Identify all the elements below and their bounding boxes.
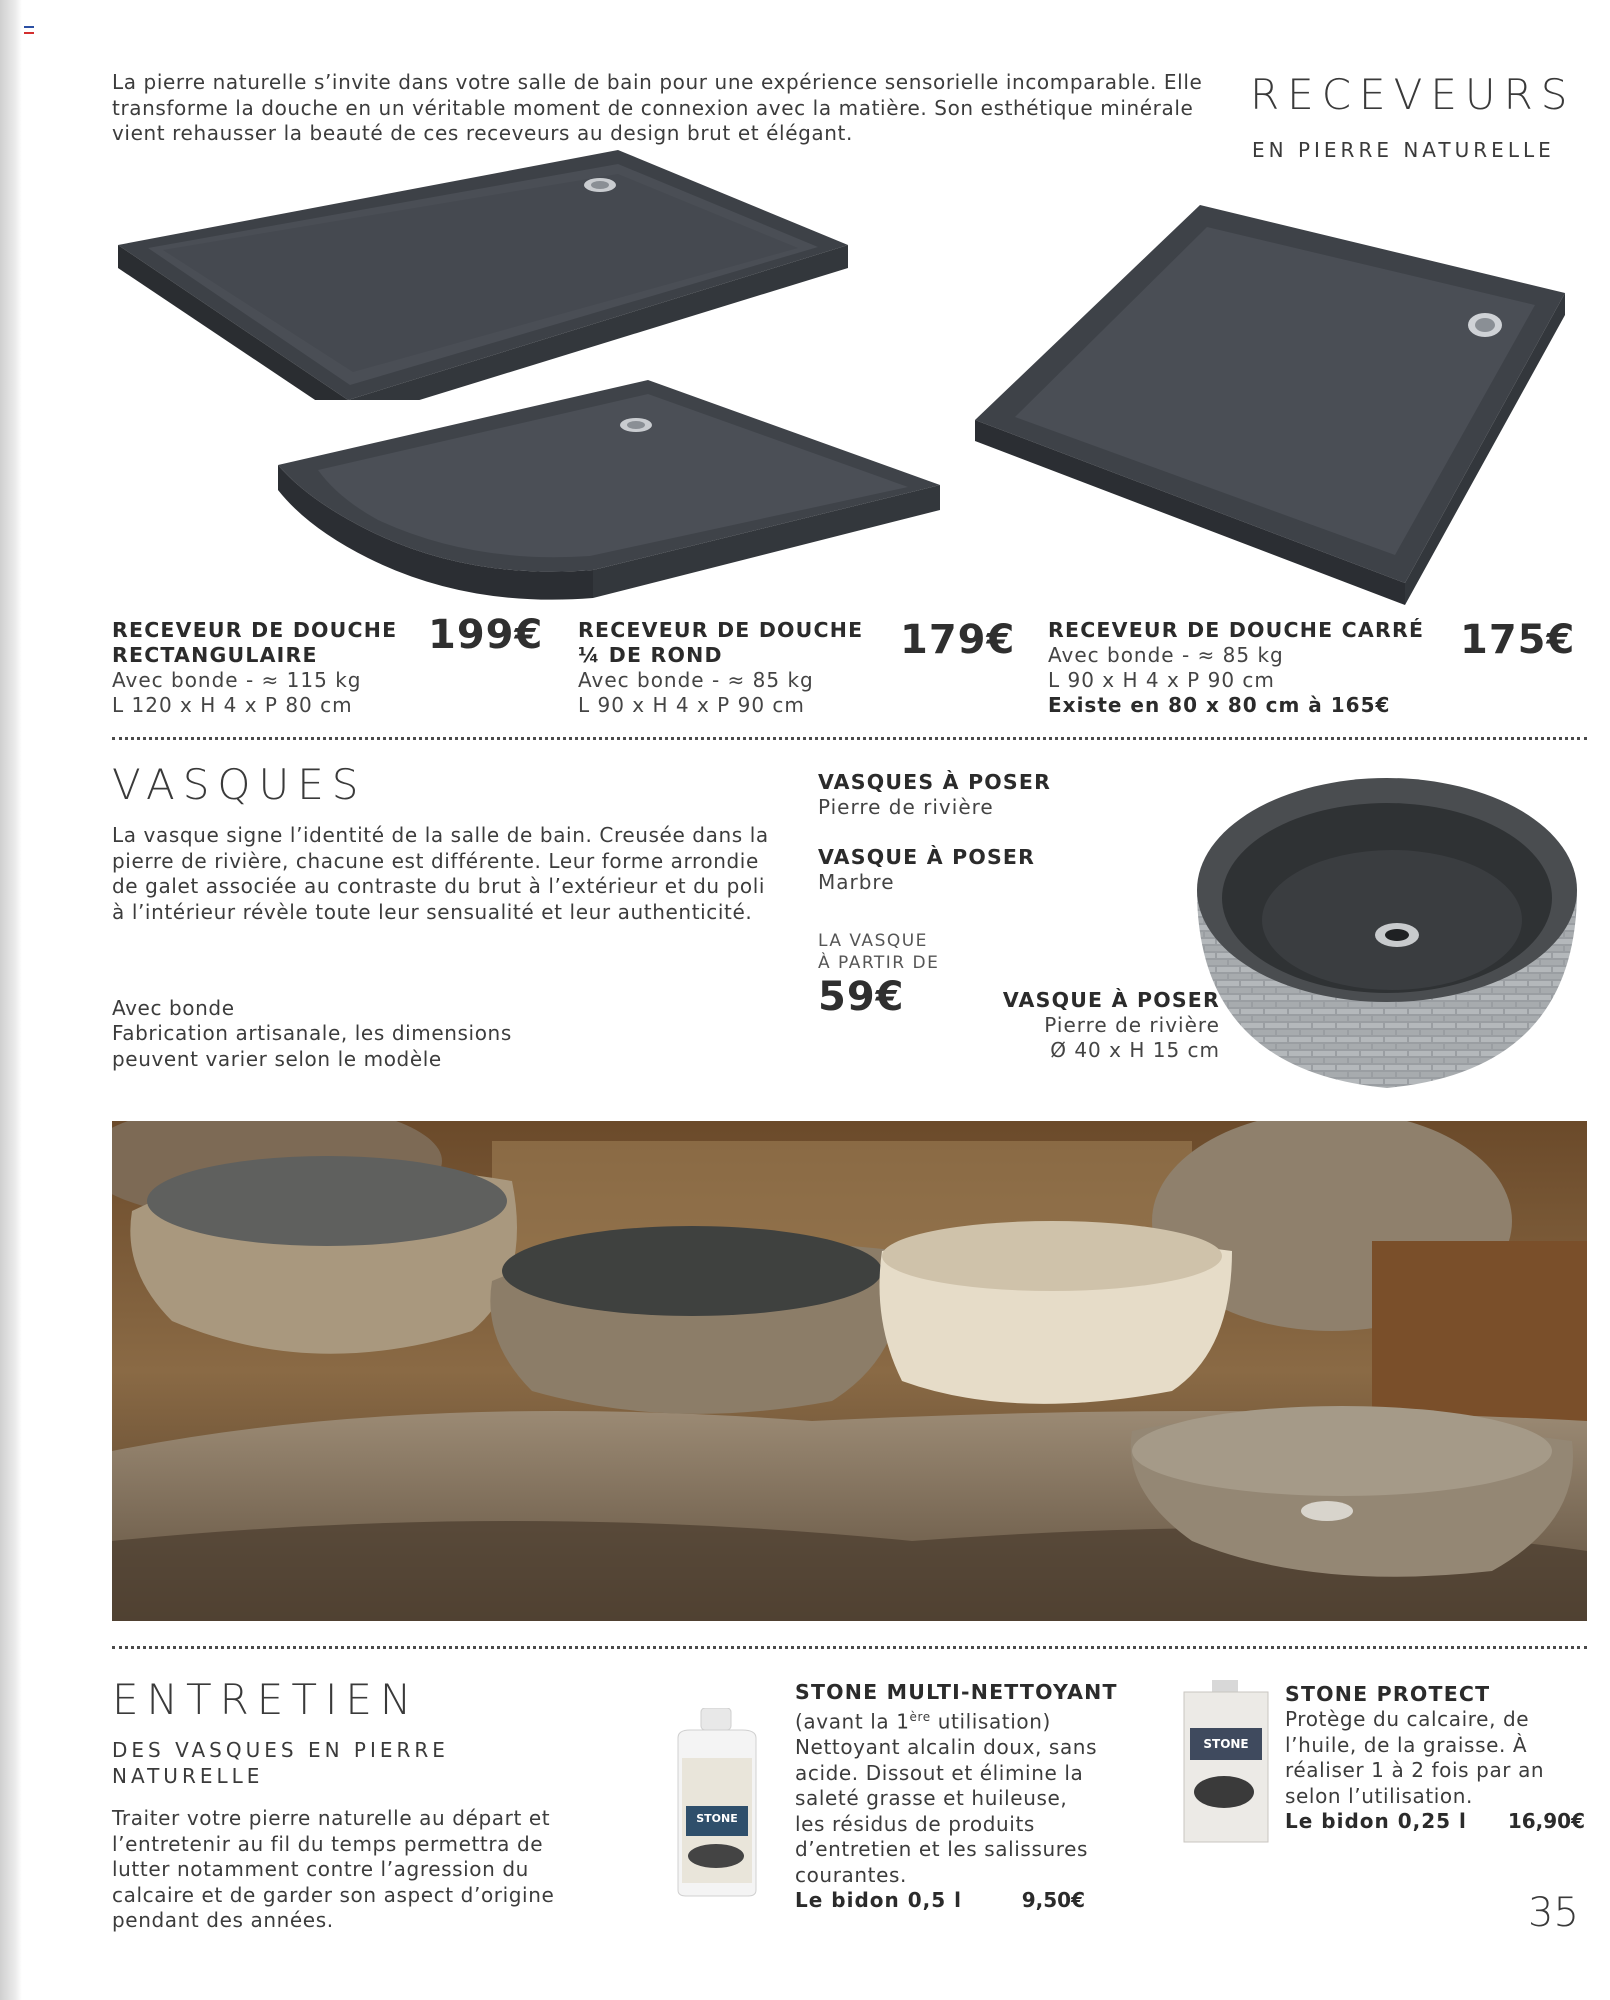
product-name: STONE MULTI-NETTOYANT (795, 1680, 1118, 1704)
vasques-note-artisanal: Fabrication artisanale, les dimensions peuvent varier selon le modèle (112, 1021, 512, 1071)
entretien-text: Traiter votre pierre naturelle au départ et l’entretenir au fil du temps permettra de lutter notamment contre l’agression du calcaire et de garder son aspect d’origine pendant des années. (112, 1806, 555, 1932)
quarter-round-shower-tray-image (278, 380, 943, 605)
vasque-item-marble (818, 845, 1035, 895)
product-price: 179€ (900, 617, 1016, 663)
stone-protect-can-image (1180, 1680, 1272, 1845)
product-price: 175€ (1460, 617, 1576, 663)
item-material: Pierre de rivière (818, 795, 994, 819)
product-dimensions: L 90 x H 4 x P 90 cm (578, 693, 805, 717)
vasques-note-bonde: Avec bonde (112, 996, 235, 1020)
section-divider (112, 1646, 1587, 1649)
product-description: Nettoyant alcalin doux, sans acide. Dissout et élimine la saleté grasse et huileuse, les résidus de produits d’entretien et les salissures courantes. (795, 1735, 1098, 1887)
usage-prefix: (avant la 1 (795, 1709, 910, 1734)
product-quarter-round (578, 618, 878, 718)
product-weight: Avec bonde - ≈ 85 kg (1048, 643, 1284, 667)
bottle-label-text: STONE (696, 1812, 738, 1825)
product-usage (795, 1705, 1125, 1735)
entretien-subtitle: DES VASQUES EN PIERRE NATURELLE (112, 1738, 449, 1788)
stone-multi-nettoyant-bottle-image (668, 1708, 768, 1898)
can-label-text: STONE (1203, 1737, 1249, 1751)
item-name: VASQUE À POSER (1002, 988, 1220, 1012)
item-name: VASQUE À POSER (818, 845, 1036, 869)
product-price-row (795, 1888, 1085, 1914)
page-number: 35 (1528, 1890, 1579, 1936)
square-shower-tray-image (975, 205, 1570, 605)
receveurs-title: RECEVEURS (1250, 70, 1576, 119)
product-variant: Existe en 80 x 80 cm à 165€ (1048, 693, 1391, 717)
intro-text: La pierre naturelle s’invite dans votre salle de bain pour une expérience sensorielle incomparable. Elle transforme la douche en un véritable moment de connexion avec la matière. Son esthétique minérale vient rehausser la beauté de ces receveurs au design brut et élégant. (112, 70, 1203, 145)
page-edge-shadow (0, 0, 22, 2000)
vasques-text: La vasque signe l’identité de la salle de bain. Creusée dans la pierre de rivière, chacune est différente. Leur forme arrondie de galet associée au contraste du brut à l’extérieur et du poli à l’intérieur révèle toute leur sensualité et leur authenticité. (112, 823, 769, 924)
item-dimensions: Ø 40 x H 15 cm (1050, 1038, 1220, 1062)
product-name: RECEVEUR DE DOUCHE RECTANGULAIRE (112, 618, 398, 667)
product-dimensions: L 90 x H 4 x P 90 cm (1048, 668, 1275, 692)
product-weight: Avec bonde - ≈ 115 kg (112, 668, 362, 692)
item-material: Marbre (818, 870, 895, 894)
product-price: 9,50€ (1021, 1888, 1085, 1913)
vasque-item-river-stone (818, 770, 1051, 820)
product-stone-protect (1285, 1682, 1590, 1835)
product-price: 199€ (428, 612, 544, 658)
product-name: STONE PROTECT (1285, 1682, 1491, 1706)
flag-icon (24, 26, 34, 34)
product-name: RECEVEUR DE DOUCHE CARRÉ (1048, 618, 1425, 642)
usage-superscript: ère (909, 1710, 931, 1724)
from-label-line2: À PARTIR DE (818, 953, 940, 973)
vasque-price-block (818, 930, 939, 1020)
vasques-title: VASQUES (112, 760, 367, 809)
product-price-row (1285, 1809, 1585, 1835)
river-stone-basins-photo (112, 1121, 1587, 1621)
product-dimensions: L 120 x H 4 x P 80 cm (112, 693, 353, 717)
stone-basin-image (1192, 770, 1582, 1095)
item-material: Pierre de rivière (1044, 1013, 1220, 1037)
item-name: VASQUES À POSER (818, 770, 1052, 794)
from-label-line1: LA VASQUE (818, 931, 928, 951)
product-multi-nettoyant (795, 1680, 1125, 1914)
product-name: RECEVEUR DE DOUCHE ¼ DE ROND (578, 618, 864, 667)
product-size: Le bidon 0,25 l (1285, 1809, 1467, 1833)
product-square (1048, 618, 1448, 718)
vasque-item-featured (960, 988, 1220, 1063)
rectangular-shower-tray-image (118, 150, 853, 400)
product-description: Protège du calcaire, de l’huile, de la graisse. À réaliser 1 à 2 fois par an selon l’utilisation. (1285, 1707, 1545, 1808)
product-weight: Avec bonde - ≈ 85 kg (578, 668, 814, 692)
usage-suffix: utilisation) (930, 1709, 1051, 1734)
entretien-title: ENTRETIEN (112, 1675, 420, 1724)
product-size: Le bidon 0,5 l (795, 1888, 962, 1913)
product-price: 16,90€ (1507, 1809, 1585, 1833)
section-divider (112, 737, 1587, 740)
receveurs-subtitle: EN PIERRE NATURELLE (1252, 138, 1555, 162)
from-price: 59€ (818, 974, 905, 1020)
